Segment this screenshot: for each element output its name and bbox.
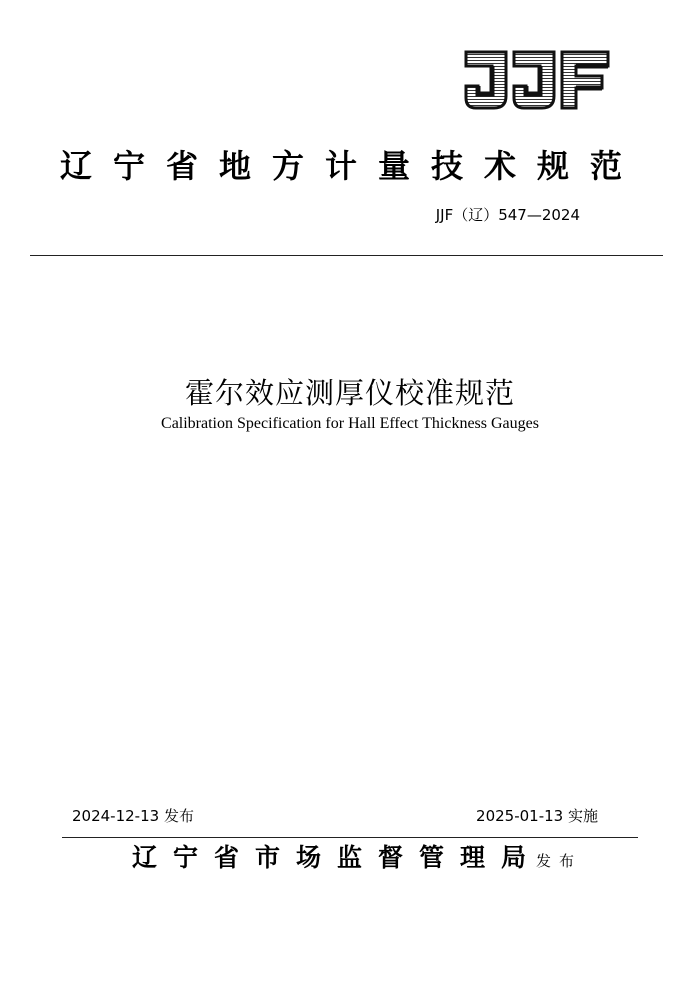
effective-date: 2025-01-13 实施: [476, 807, 598, 825]
logo-letter-f: [562, 52, 608, 108]
jjf-logo: [462, 44, 612, 116]
standard-number: JJF（辽）547—2024: [435, 206, 580, 224]
issuer-name: 辽宁省市场监督管理局: [132, 843, 543, 872]
footer: [132, 840, 582, 879]
logo-letter-j-2: [514, 52, 554, 108]
document-title-cn: 霍尔效应测厚仪校准规范: [184, 376, 515, 410]
header-title: 辽宁省地方计量技术规范: [60, 147, 644, 185]
bottom-divider: [62, 837, 638, 838]
logo-letter-j-1: [466, 52, 506, 108]
document-title-en: Calibration Specification for Hall Effect Thickness Gauges: [161, 415, 539, 432]
jjf-logo-icon: [462, 44, 612, 116]
top-divider: [30, 255, 663, 256]
issue-date: 2024-12-13 发布: [72, 807, 194, 825]
publish-label: 发布: [536, 852, 583, 870]
